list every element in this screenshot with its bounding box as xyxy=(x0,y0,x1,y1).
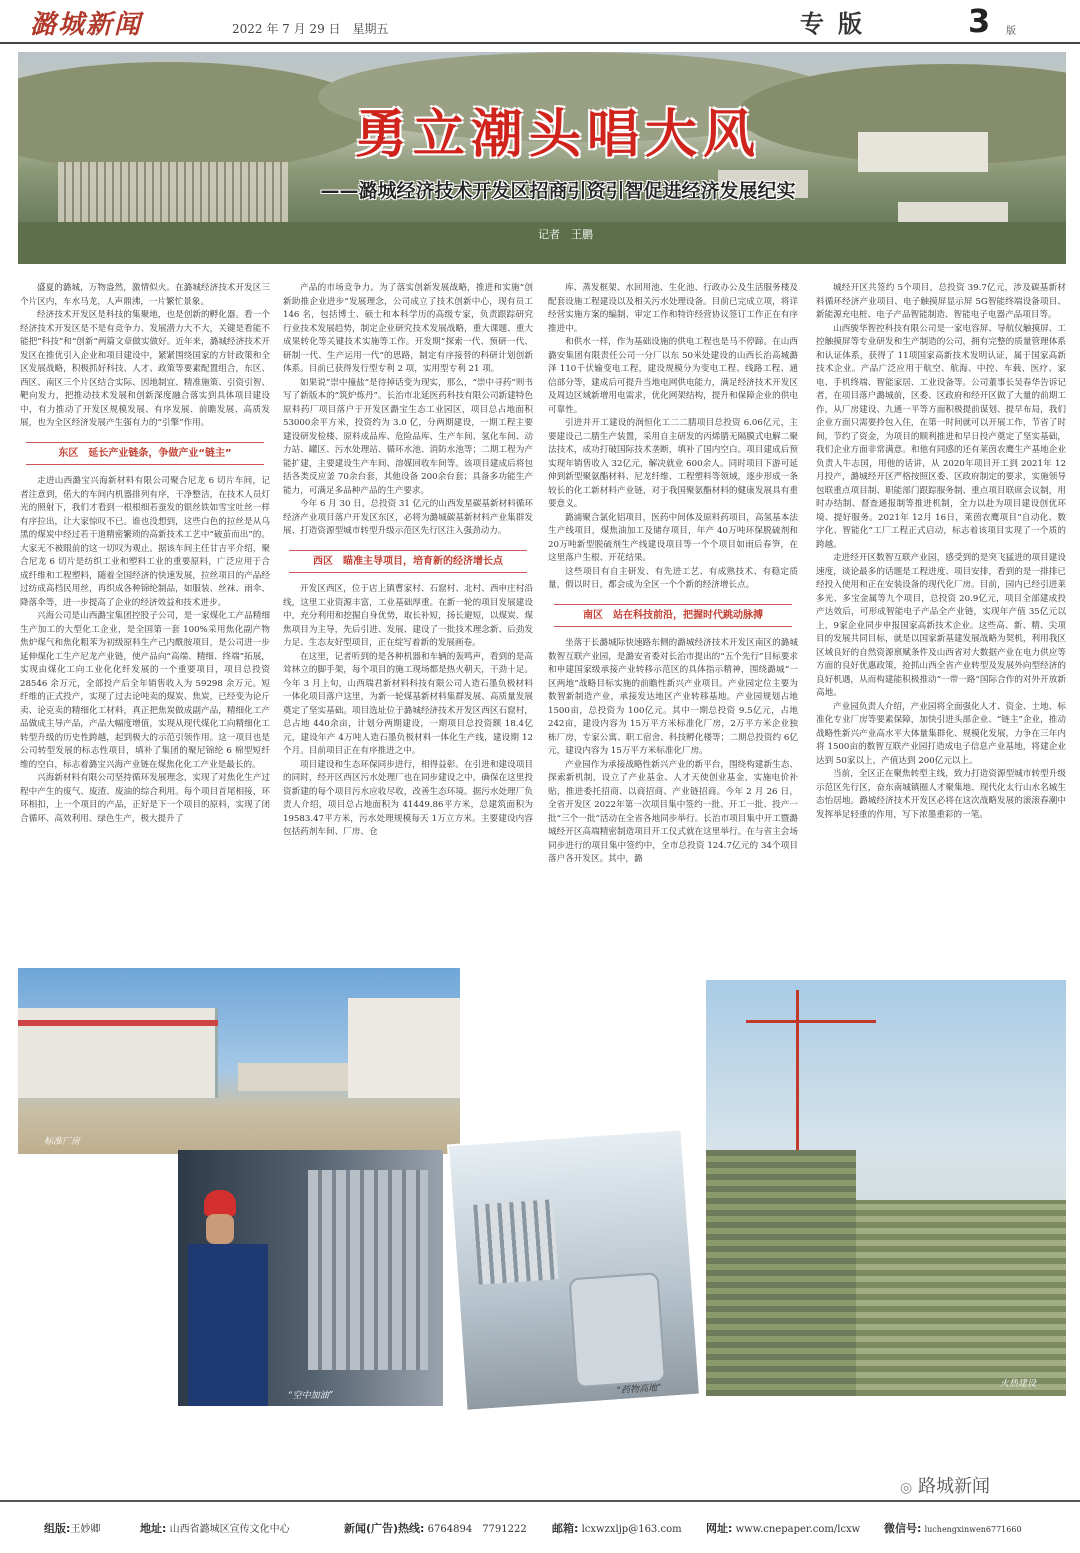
footer-label: 网址: xyxy=(706,1522,733,1535)
page-number: 3 xyxy=(968,2,991,40)
paragraph: 坐落于长潞城际快速路东侧的潞城经济技术开发区南区的潞城数智互联产业园，是潞安省委对长治市提出的“五个先行”目标要求和申建国家级承接产业转移示范区的具体指示精神，围绕潞城“一区两地”战略目标实施的前瞻性新兴产业项目。产业园定位主要为数智新制造产业，承接发达地区产业转移基地。产业园规划占地 1500亩，总投资为 100亿元。其中一期总投资 9.5亿元，占地 242亩，建设内容为 15万平方米标准化厂房，2万平方米企业独栋厂房，专家公寓、职工宿舍、科技孵化楼等；二期总投资约 6亿元，建设内容为 15万平方米标准化厂房。 xyxy=(548,638,798,756)
masthead xyxy=(0,0,1080,44)
footer-wechat xyxy=(884,1520,1022,1536)
article-column-3 xyxy=(548,282,798,962)
paragraph: 经济技术开发区是科技的集聚地，也是创新的孵化器。看一个经济技术开发区是不是有竞争力、发展潜力大不大，关键是看能不能把“科技”和“创新”两篇文章做实做好。近年来，潞城经济技术开发区在推优引入企业和项目建设中，紧紧围绕国家的方针政策和全区发展战略，积极抓好科技、人才、政策等要素配置组合，东区、西区、南区三个片区结合实际、因地制宜、精准施策、引资引智、靶向发力，把推动技术发展和创新深度融合落实到具体项目建设中，有力推动了开发区规模发展、有序发展、前瞻发展、高质发展，也为全区经济发展产生强有力的“引擎”作用。 xyxy=(20,310,270,428)
footer-label: 新闻(广告)热线: xyxy=(344,1522,425,1535)
paragraph: 山西骏华智控科技有限公司是一家电容屏、导航仪触摸屏、工控触摸屏等专业研发和生产制造的公司，拥有完整的质量管理体系和认证体系，获得了 11项国家高新技术发明认证，属于国家高新技术企业。产品广泛应用于航空、航海、中控、车载、医疗、家电、手机终端、智能家居、工业设备等。公司董事长吴春华告诉记者，在项目落户潞城前，区委、区政府和经开区做了大量的前期工作，从厂房建设、九通一平等方面积极提前谋划、提早布局，我们企业方面只需要拎包入住，在第一时间就可以开展工作，节省了时间，节约了资金，为项目的顺利推进和早日投产奠定了坚实基础，我们企业方面非常满意。和他有同感的还有莱茵农鹰生产基地企业负责人牛志国，用他的话讲，从 2020年项目开工到 2021年 12月投产，潞城经开区严格按照区委、区政府制定的要求，实施领导包联重点项目制、职能部门跟踪服务制、重点项目联席会议制，用时办结制、督查通报制等推进机制，全力以赴为项目建设创优环境、提好服务。2021年 12月 16日，莱茵农鹰项目“自动化、数字化、智能化”工厂工程正式启动，标志着该项目实现了一个质的跨越。 xyxy=(816,323,1066,550)
footer-label: 微信号: xyxy=(884,1522,922,1535)
subhead-tag: 南区 xyxy=(583,609,603,621)
paragraph: 走进山西潞宝兴海新材料有限公司聚合尼龙 6 切片车间，记者注意到，偌大的车间内机器排列有序，干净整洁，在技术人员灯光的照射下，我们才看到一根根细若蚕发的银丝铁如雪宝吐丝一样有序拉出，让大家惊叹不已。谁也没想到，这些白色的拉丝是从乌黑的煤炭中经过若干道精密繁琐的高新技术工艺中“破茧而出”的。大家无不被眼前的这一切叹为观止。据该车间主任甘吉平介绍，聚合尼龙 6 切片是纺织工业和塑料工业的重要原料，广泛应用于合成纤维和工程塑料，随着全国经济的快速发展，拉丝项目的产品经过纺成高档民用丝，再织成各种锦纶制品，如服装、丝袜、雨伞、降落伞等，进一步提高了企业的经济效益和技术进步。 xyxy=(20,476,270,608)
column-1-intro xyxy=(20,282,270,431)
paragraph: 引进并开工建设的润恒化工二二腈项目总投资 6.06亿元，主要建设己二腈生产装置，采用自主研发的丙烯腈无隔膜式电解二聚法技术，成功打破国际技术垄断，填补了国内空白。项目建成后预实现年销售收入 32亿元，解决就业 600余人。同时项目下游可延伸到新型聚氨酯材料、尼龙纤维、工程塑料等领域，逐步形成一条较长的化工新材料产业链，对于我国聚氨酯材料的健康发展具有重要意义。 xyxy=(548,418,798,509)
paragraph: 库、蒸发框架、水回用池、生化池、行政办公及生活服务楼及配套设施工程建设以及相关污水处理设备。目前已完成立项，将详经营实施方案的编制、审定工作和特许经营协议签订工作正在有序推进中。 xyxy=(548,283,798,334)
footer-hotline xyxy=(344,1520,527,1536)
photo-construction xyxy=(706,980,1066,1396)
subhead-text: 站在科技前沿，把握时代跳动脉搏 xyxy=(613,609,763,621)
paragraph: 在这里，记者听到的是各种机器和车辆的轰鸣声，看到的是高耸林立的脚手架，每个项目的施工现场都是热火朝天，干劲十足。今年 3 月上旬，山西瑞君新材料科技有限公司人造石墨负极材料一体化项目落户这里，为新一轮煤基新材料集群发展、高质量发展奠定了坚实基础。项目选址位于潞城经济技术开发区西区石窟村，总占地 440余亩，计划分两期建设，一期项目总投资额 18.4亿元，建设年产 4万吨人造石墨负极材料一体化生产线，建设期 12个月。目前项目正在有序推进之中。 xyxy=(283,651,533,756)
paragraph: 今年 6 月 30 日，总投资 31 亿元的山西发星碳基新材料循环经济产业项目落户开发区东区，必将为潞城碳基新材料产业集群发展、打造资源型城市转型升级示范区先行区注入强劲动力。 xyxy=(283,499,533,536)
paragraph: 产业园负责人介绍，产业园将全面强化人才、资金、土地、标准化专业厂房等要素保障，加快引进头部企业、“链主”企业，推动战略性新兴产业高水平大体量集群化、规模化发展，力争在三年内将 1500亩的数智互联产业园打造成电子信息产业基地，将建企业达到 50家以上，产值达到 200亿元以上。 xyxy=(816,701,1066,766)
paragraph: 产品的市场竞争力。为了落实创新发展战略，推进和实施“创新助推企业进步”发展理念，公司成立了技术创新中心，现有员工 146 名，包括博士、硕士和本科学历的高级专家，负责跟踪研究行业技术发展趋势，制定企业研究技术发展战略，重大课题、重大成果转化等关键技术实施等工作。开发期“探索一代、预研一代、研制一代、生产运用一代”的思路，制定有序接替的科研计划创新体系。目前已获得发行型专利 2 项，实用型专利 21 项。 xyxy=(283,283,533,374)
paragraph: 如果说“崇中撞盐”是待掉话变为现实，那么，“崇中寻药”则书写了新版本的“筑炉炼丹”。长治市北延医药科技有限公司新建特色原料药厂项目落户于开发区潞宝生态工业园区，项目总占地面积 53000余平方米，投资约为 3.0 亿，分两期建设，一期工程主要建设研发检楼、原料成品库、危险品库、生产车间、氢化车间、动力站、罐区、污水处理站、循环水池、消防水池等；二期工程为产能扩建，主要建设生产车间、溶媒回收车间等。该项目建成后将包括各类反应釜 70余台套，其他设备 200余台套；具备多功能生产能力，可满足多品种产品的生产要求。 xyxy=(283,377,533,496)
photo-pharma-equipment xyxy=(447,1128,701,1412)
hero-photo xyxy=(18,52,1066,264)
paragraph: 盛夏的潞城，万物盎然，激情似火。在潞城经济技术开发区三个片区内，车水马龙，人声鼎沸，一片繁忙景象。 xyxy=(20,283,270,307)
footer-label: 组版: xyxy=(44,1522,71,1535)
watermark-text: 路城新闻 xyxy=(917,1476,990,1497)
wechat-icon: ◎ xyxy=(900,1480,913,1496)
photo-caption: 火热建设 xyxy=(1000,1379,1037,1389)
page-unit: 版 xyxy=(1006,26,1016,37)
footer-value: luchengxinwen6771660 xyxy=(924,1525,1022,1534)
paragraph: 潞浦聚合氯化铝项目，医药中间体及原料药项目，高氢基本法生产线项目，煤焦油加工及储存项目，年产 40万吨环保脱硫剂和 20万吨新型脱硫剂生产线建设项目等一个个项目如雨后春笋，在这里落户生根、开花结果。 xyxy=(548,512,798,563)
footer xyxy=(0,1500,1080,1553)
paragraph: 和供水一样，作为基础设施的供电工程也是马不停蹄。在山西潞安集团有限责任公司一分厂以东 50米处建设的山西长治高城潞泽 110千伏输变电工程，建设规模分为变电工程、线路工程、通信部分等，建成后可提升当地电网供电能力，满足经济技术开发区及周边区域新增用电需求，优化网架结构，提升和保障企业的供电可靠性。 xyxy=(548,337,798,415)
subhead-east-district xyxy=(26,442,264,466)
paragraph: 城经开区共签约 5个项目，总投资 39.7亿元，涉及碳基新材料循环经济产业项目、电子触摸屏显示屏 5G智能终端设备项目、新能源充电桩、电子产品智能制造、智能电子电器产品项目等。 xyxy=(816,283,1066,320)
paragraph: 产业园作为承接战略性新兴产业的新平台，围绕构建新生态、探索新机制，设立了产业基金、人才天使创业基金，实施电价补贴，推进委托招商、以商招商、产业链招商。今年 2 月 26 日，全省开发区 2022年第一次项目集中签约一批、开工一批、投产一批“三个一批”活动在全省各地同步举行。长治市项目集中开工暨潞城经开区高端精密制造项目开工仪式就在这里举行。在与省主会场同步进行的项目集中签约中，全市总投资 124.7亿元的 34个项目落户各开发区。其中，潞 xyxy=(548,759,798,864)
subhead-tag: 东区 xyxy=(58,447,79,459)
footer-website xyxy=(706,1520,860,1536)
paragraph: 项目建设和生态环保同步进行，相得益彰。在引进和建设项目的同时，经开区西区污水处理厂也在同步建设之中，确保在这里投资新建的每个项目污水应收尽收，改善生态环境。据污水处理厂负责人介绍，项目总占地面积为 41449.86平方米，总建筑面积为 19583.47平方米，污水处理规模每天 1万立方米。主要建设内容包括药剂车间、厂房、仓 xyxy=(283,759,533,837)
photo-worker xyxy=(178,1150,443,1406)
paragraph: 兴海新材料有限公司坚持循环发展理念，实现了对焦化生产过程中产生的废气、废渣、废油的综合利用。每个项目首尾相接，环环相扣，上一个项目的产品，正好是下一个项目的原料，实现了闭合循环、高效利用、绿色生产，极大提升了 xyxy=(20,773,270,824)
subheadline: ——潞城经济技术开发区招商引资引智促进经济发展纪实 xyxy=(320,180,796,202)
footer-address xyxy=(140,1520,290,1536)
article-column-2 xyxy=(283,282,533,962)
footer-editor xyxy=(44,1520,100,1536)
footer-value: lcxwzxljp@163.com xyxy=(581,1524,682,1535)
subhead-text: 延长产业链条，争做产业“链主” xyxy=(88,447,232,459)
footer-value: 王妙卿 xyxy=(70,1524,101,1535)
paragraph: 当前，全区正在聚焦转型主线，致力打造资源型城市转型升级示范区先行区，奋东南城镇圈人才聚集地、现代化太行山水名城生态怡居地。潞城经济技术开发区必将在这次战略发展的滚滚春潮中发挥举足轻重的作用，写下浓墨重彩的一笔。 xyxy=(816,769,1066,820)
photo-standard-factory xyxy=(18,968,460,1154)
photo-caption: “药物高地” xyxy=(616,1383,663,1397)
paragraph: 兴海公司是山西潞宝集团控股子公司，是一家煤化工产品精细生产加工的大型化工企业，是全国第一套 100%采用焦化副产物焦炉煤气和焦化粗苯为初级原料生产己内酰胺项目，是公司进一步延伸煤化工生产尼龙产业链，使产品向“高端、精细、终端”拓展，实现由煤化工向工业化化纤发展的一个重要项目，项目总投资 28546 余万元，全部投产后全年销售收入为 59298 余万元。短纤维的正式投产，实现了过去论吨卖的煤炭、焦炭，已经变为论斤卖、论克卖的精细化工材料，真正把焦炭做成副产品，精细化工产品做成主导产品，产品大幅度增值，实现从现代煤化工向精细化工转型升级的历史性跨越，起到极大的示范引领作用。这一项目也是公司转型发展的标志性项目，填补了集团的聚尼锦纶 6 棉型短纤维的空白，标志着潞宝兴海产业链在煤焦化化工产业是最长的。 xyxy=(20,611,270,770)
paper-name: 潞城新闻 xyxy=(30,10,143,40)
headline: 勇立潮头唱大风 xyxy=(354,105,761,165)
footer-email xyxy=(552,1520,682,1536)
issue-date: 2022 年 7 月 29 日 星期五 xyxy=(232,22,389,36)
footer-value: 6764894 7791222 xyxy=(427,1524,527,1535)
paragraph: 这些项目有自主研发、有先进工艺、有成熟技术、有稳定质量，假以时日，都会成为全区一个个新的经济增长点。 xyxy=(548,566,798,590)
section-name: 专版 xyxy=(800,9,876,38)
photo-caption: 标准厂房 xyxy=(44,1137,81,1147)
byline: 记者 王鹏 xyxy=(538,228,593,241)
watermark-logo xyxy=(900,1472,990,1498)
photo-caption: “空中加油” xyxy=(288,1391,334,1401)
footer-value: 山西省潞城区宣传文化中心 xyxy=(169,1524,290,1535)
subhead-south-district xyxy=(554,604,792,628)
article-column-4 xyxy=(816,282,1066,962)
paragraph: 开发区西区，位于店上镇曹家村、石窟村、北村、西申庄村沿线，这里工业资源丰富，工业基础厚重。在新一轮的项目发展建设中，充分利用和挖掘自身优势，取长补短，扬长避短，以煤炭、煤焦项目为主导，先后引进、发展、建设了一批技术理念新、后劲发力足、生态友好型项目，正在绽写着新的发展画卷。 xyxy=(283,584,533,648)
subhead-west-district xyxy=(289,550,527,574)
paragraph: 走进经开区数智互联产业园，感受到的是突飞猛进的项目建设速度，谈论最多的话题是工程进度、项目安排，看到的是一排排已经投入使用和正在安装设备的现代化厂房。目前，园内已经引进莱多光、多宝金属等九个项目，总投资 20.9亿元，项目全部建成投产达效后，可形成智能电子产品全产业链，实现年产值 35亿元以上，9家企业同步申报国家高新技术企业。这些高、新、精、尖项目的发展共同目标，就是以国家新基建发展战略为契机，利用我区区域良好的自然资源禀赋条件及山西省对大数据产业在电力供应等方面的良好优惠政策，抢抓山西全省产业转型及发展外向型经济的良好机遇，从而构建能积极推动“一带一路”国际合作的对外开放新高地。 xyxy=(816,553,1066,698)
subhead-tag: 西区 xyxy=(313,555,333,567)
subhead-text: 瞄准主导项目，培育新的经济增长点 xyxy=(343,555,503,567)
article-column-1 xyxy=(20,282,270,962)
footer-value: www.cnepaper.com/lcxw xyxy=(735,1524,861,1535)
footer-label: 邮箱: xyxy=(552,1522,579,1535)
footer-label: 地址: xyxy=(140,1522,167,1535)
